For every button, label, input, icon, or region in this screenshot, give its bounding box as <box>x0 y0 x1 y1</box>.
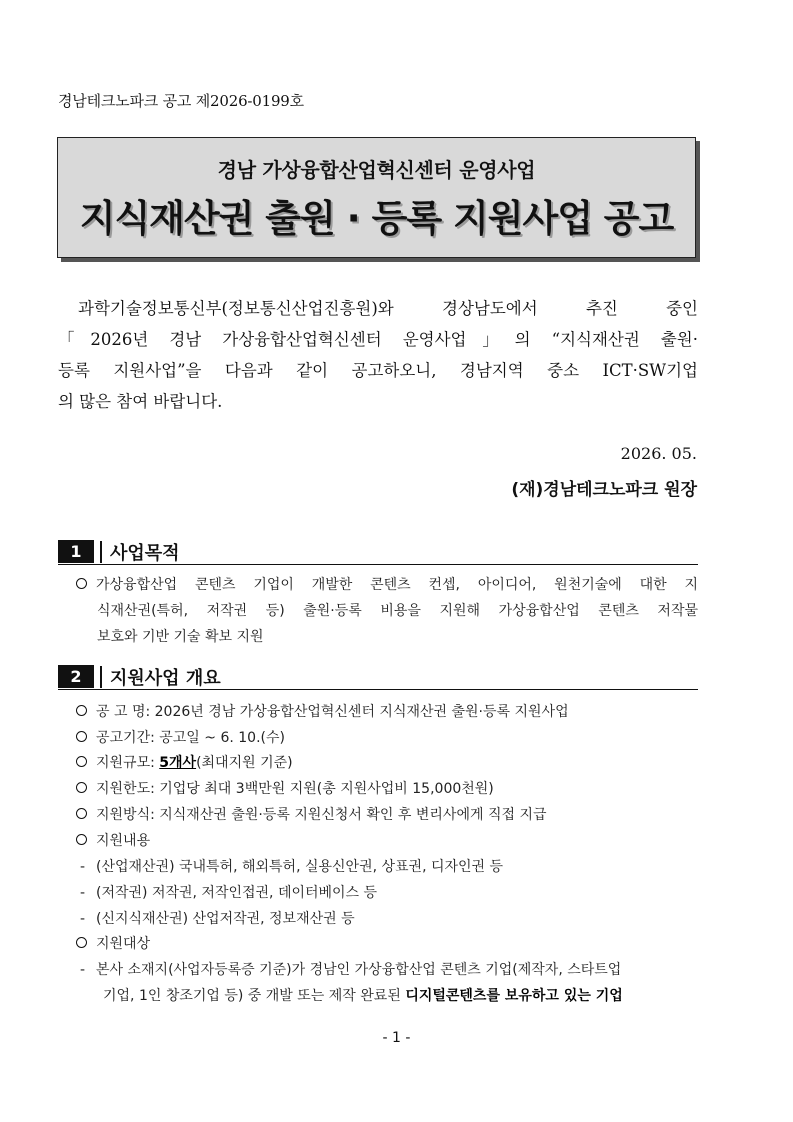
section-header-purpose <box>58 540 698 565</box>
title-box <box>57 137 696 258</box>
section-header-overview <box>58 665 698 690</box>
circle-bullet-icon <box>76 808 87 819</box>
purpose-line: 보호와 기반 기술 확보 지원 <box>97 629 264 645</box>
overview-item-limit: 지원한도: 기업당 최대 3백만원 지원(총 지원사업비 15,000천원) <box>76 778 494 798</box>
circle-bullet-icon <box>76 756 87 767</box>
overview-item-scale: 지원규모: 5개사(최대지원 기준) <box>76 752 293 772</box>
section-number: 1 <box>58 540 94 563</box>
intro-line: 의 많은 참여 바랍니다. <box>58 392 223 411</box>
page-number: - 1 - <box>382 1030 411 1046</box>
intro-line: 과학기술정보통신부(정보통신산업진흥원)와 경상남도에서 추진 중인 <box>78 299 698 318</box>
intro-line: 등록 지원사업”을 다음과 같이 공고하오니, 경남지역 중소 ICT·SW기업 <box>58 361 698 380</box>
target-emphasis: 디지털콘텐츠를 보유하고 있는 기업 <box>405 988 623 1004</box>
content-subitem: - (산업재산권) 국내특허, 해외특허, 실용신안권, 상표권, 디자인권 등 <box>80 859 504 875</box>
scale-value: 5개사 <box>159 755 197 771</box>
signer: (재)경남테크노파크 원장 <box>511 480 697 500</box>
circle-bullet-icon <box>76 782 87 793</box>
title-main: 지식재산권 출원 · 등록 지원사업 공고 <box>79 197 674 240</box>
intro-paragraph <box>58 293 698 417</box>
circle-bullet-icon <box>76 578 87 589</box>
purpose-line: 가상융합산업 콘텐츠 기업이 개발한 콘텐츠 컨셉, 아이디어, 원천기술에 대한 지 <box>96 577 698 593</box>
target-line: - 본사 소재지(사업자등록증 기준)가 경남인 가상융합산업 콘텐츠 기업(제작자, 스타트업 <box>80 962 622 978</box>
circle-bullet-icon <box>76 937 87 948</box>
purpose-bullet <box>76 572 698 650</box>
target-line: 기업, 1인 창조기업 등) 중 개발 또는 제작 완료된 디지털콘텐츠를 보유하고 있는 기업 <box>103 988 623 1004</box>
overview-item-target: 지원대상 <box>76 933 150 953</box>
dash-bullet-icon: - <box>80 911 86 927</box>
dash-bullet-icon: - <box>80 885 86 901</box>
intro-line: 「2026년 경남 가상융합산업혁신센터 운영사업」의 “지식재산권 출원· <box>58 330 698 349</box>
section-divider-bar <box>100 666 102 688</box>
section-divider-bar <box>100 541 102 563</box>
dash-bullet-icon: - <box>80 859 86 875</box>
overview-item-method: 지원방식: 지식재산권 출원·등록 지원신청서 확인 후 변리사에게 직접 지급 <box>76 804 547 824</box>
notice-number: 경남테크노파크 공고 제2026-0199호 <box>58 92 304 110</box>
section-title: 사업목적 <box>110 543 180 564</box>
overview-item-content: 지원내용 <box>76 830 150 850</box>
section-title: 지원사업 개요 <box>110 668 221 689</box>
section-number: 2 <box>58 665 94 688</box>
circle-bullet-icon <box>76 731 87 742</box>
overview-item-period: 공고기간: 공고일 ~ 6. 10.(수) <box>76 727 285 747</box>
content-subitem: - (신지식재산권) 산업저작권, 정보재산권 등 <box>80 911 355 927</box>
circle-bullet-icon <box>76 705 87 716</box>
overview-item-name: 공 고 명: 2026년 경남 가상융합산업혁신센터 지식재산권 출원·등록 지원사업 <box>76 701 569 721</box>
dash-bullet-icon: - <box>80 962 86 978</box>
announcement-date: 2026. 05. <box>620 444 697 463</box>
circle-bullet-icon <box>76 834 87 845</box>
title-subtitle: 경남 가상융합산업혁신센터 운영사업 <box>217 158 536 182</box>
purpose-line: 식재산권(특허, 저작권 등) 출원·등록 비용을 지원해 가상융합산업 콘텐츠 저작물 <box>97 603 698 619</box>
content-subitem: - (저작권) 저작권, 저작인접권, 데이터베이스 등 <box>80 885 378 901</box>
